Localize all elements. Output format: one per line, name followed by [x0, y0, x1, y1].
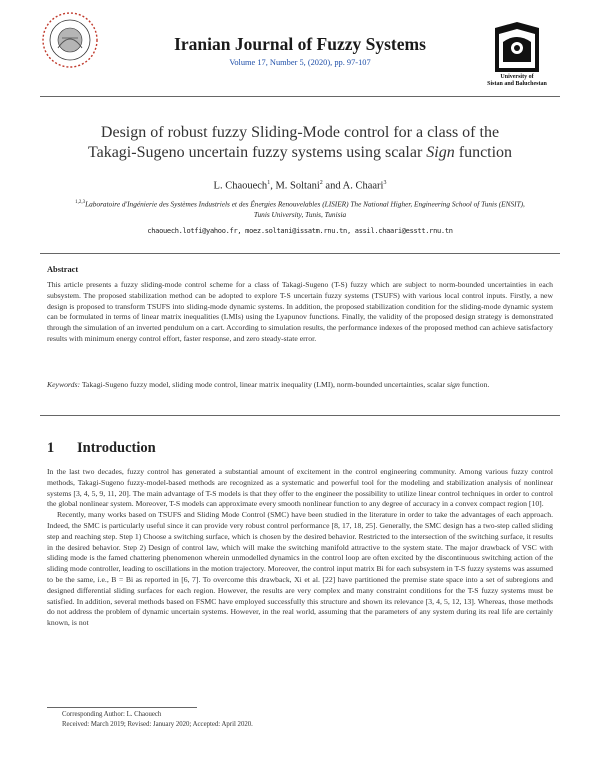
- title-line2-text: Takagi-Sugeno uncertain fuzzy systems using scalar: [87, 144, 427, 161]
- affil-text: Laboratoire d'Ingénierie des Systèmes Industriels et des Énergies Renouvelables (LISIER) The National Higher, Engineering School of Tunis (ENSIT), Tunis University, Tunis, Tunisia: [85, 199, 525, 220]
- author-1-sup: 1: [267, 180, 271, 186]
- affil-sup: 1,2,3: [75, 200, 86, 205]
- header-divider: [40, 96, 560, 97]
- author-3-sup: 3: [383, 180, 387, 186]
- volume-line[interactable]: Volume 17, Number 5, (2020), pp. 97-107: [229, 58, 371, 67]
- section-number: 1: [47, 440, 55, 456]
- keywords-end: function.: [459, 380, 490, 389]
- author-sep-and: and: [322, 180, 343, 192]
- author-3: A. Chaari: [342, 180, 384, 192]
- journal-title: Iranian Journal of Fuzzy Systems: [174, 34, 426, 54]
- university-line2: Sistan and Baluchestan: [487, 81, 547, 87]
- paragraph-2: Recently, many works based on TSUFS and Sliding Mode Control (SMC) have been studied in the literature in order to take the advantages of each approach. Indeed, the SMC is particularly useful since it can provide very robust control performance [8, 17, 18, 25]. Generally, the SMC design has a two-step called sliding step and reaching step. Step 1) Choose a switching surface, which is chosen by the desired behavior. Restricted to the intersection of the switching surface, it results in the desired behavior. Step 2) Design of control law, which will make the switching manifold attractive to the system state. The major drawback of VSC with sliding mode is the famed chattering phenomenon wherein unmodelled dynamics in the control loop are often excited by the discontinuous switching action of the sliding mode controller, leading to oscillations in the motion trajectory. Moreover, the control input matrix Bi for each subsystem in T-S fuzzy systems was assumed to be the same, i.e., B = Bi as reported in [6, 7]. To overcome this drawback, Xi et al. [22] have partitioned the premise state space into a set of subregions and designed differential sliding surfaces for each region. However, the results are very complex and many constraint conditions for the T-S fuzzy systems must be satisfied. In addition, several methods based on FSMC have employed successfully this structure and shown its relevance [3, 4, 5, 12, 13]. Whereas, those methods do not address the problem of dynamic uncertain systems. However, in the real world, assuming that the parameters of any system during its real life are certainly known, is not: [47, 510, 553, 628]
- abstract-top-rule: [40, 253, 560, 254]
- keywords: [47, 380, 553, 391]
- author-sep: ,: [270, 180, 276, 192]
- university-name: [474, 74, 560, 88]
- received-dates: Received: March 2019; Revised: January 2020; Accepted: April 2020.: [62, 721, 253, 728]
- keywords-sign: sign: [446, 380, 460, 389]
- footnote-rule: [47, 707, 197, 708]
- abstract-bottom-rule: [40, 415, 560, 416]
- corresponding-author: Corresponding Author: L. Chaouech: [62, 711, 162, 718]
- title-line2: [40, 143, 560, 163]
- university-logo: [489, 18, 545, 74]
- author-2: M. Soltani: [275, 180, 320, 192]
- title-sign-italic: Sign: [426, 144, 455, 161]
- affiliation: [70, 197, 530, 220]
- title-line2-end: function: [454, 144, 513, 161]
- authors-line: [40, 180, 560, 192]
- title-line1: Design of robust fuzzy Sliding-Mode control for a class of the: [100, 124, 500, 141]
- paragraph-1: In the last two decades, fuzzy control has generated a substantial amount of excitement in the control engineering community. Among various fuzzy control methods, Takagi-Sugeno fuzzy-model-based methods are recognized as a systematic and powerful tool for the modeling and stabilization analysis of nonlinear systems [3, 4, 5, 9, 11, 20]. The main advantage of T-S models is that they offer to the engineer the possibility to utilize linear control techniques in order to control the global nonlinear system. Moreover, T-S models can approximate every smooth nonlinear function to any degree of accuracy in a convex compact region [10].: [47, 467, 553, 509]
- paper-title: [40, 123, 560, 163]
- author-emails[interactable]: chaouech.lotfi@yahoo.fr, moez.soltani@issatm.rnu.tn, assil.chaari@esstt.rnu.tn: [147, 227, 453, 235]
- keywords-label: Keywords:: [47, 380, 81, 389]
- author-2-sup: 2: [319, 180, 323, 186]
- section-title: Introduction: [77, 440, 156, 456]
- abstract-heading: Abstract: [47, 265, 79, 274]
- university-line1: University of: [500, 74, 534, 80]
- abstract-text: This article presents a fuzzy sliding-mode control scheme for a class of Takagi-Sugeno (T-S) fuzzy which are subject to norm-bounded uncertainties in each subsystem. The proposed stabilization method can be adopted to explore T-S uncertain fuzzy systems (TSUFS) with various local control inputs. Firstly, a new design is proposed to transform TSUFS into sliding-mode dynamic systems. In addition, the proposed stabilization condition for the sliding-mode dynamic system can be formulated in terms of linear matrix inequalities (LMIs) using the Lyapunov functions. Finally, the validity of the proposed design strategy is demonstrated through the simulation of an inverted pendulum on a cart. According to simulation results, the performance indexes of the proposed method can achieve satisfactory results with minimum energy control effort, faster response, and zero steady-state error.: [47, 280, 553, 343]
- keywords-text: Takagi-Sugeno fuzzy model, sliding mode control, linear matrix inequality (LMI), norm-bounded uncertainties, scalar: [80, 380, 447, 389]
- author-1: L. Chaouech: [213, 180, 268, 192]
- section-body: [47, 467, 553, 629]
